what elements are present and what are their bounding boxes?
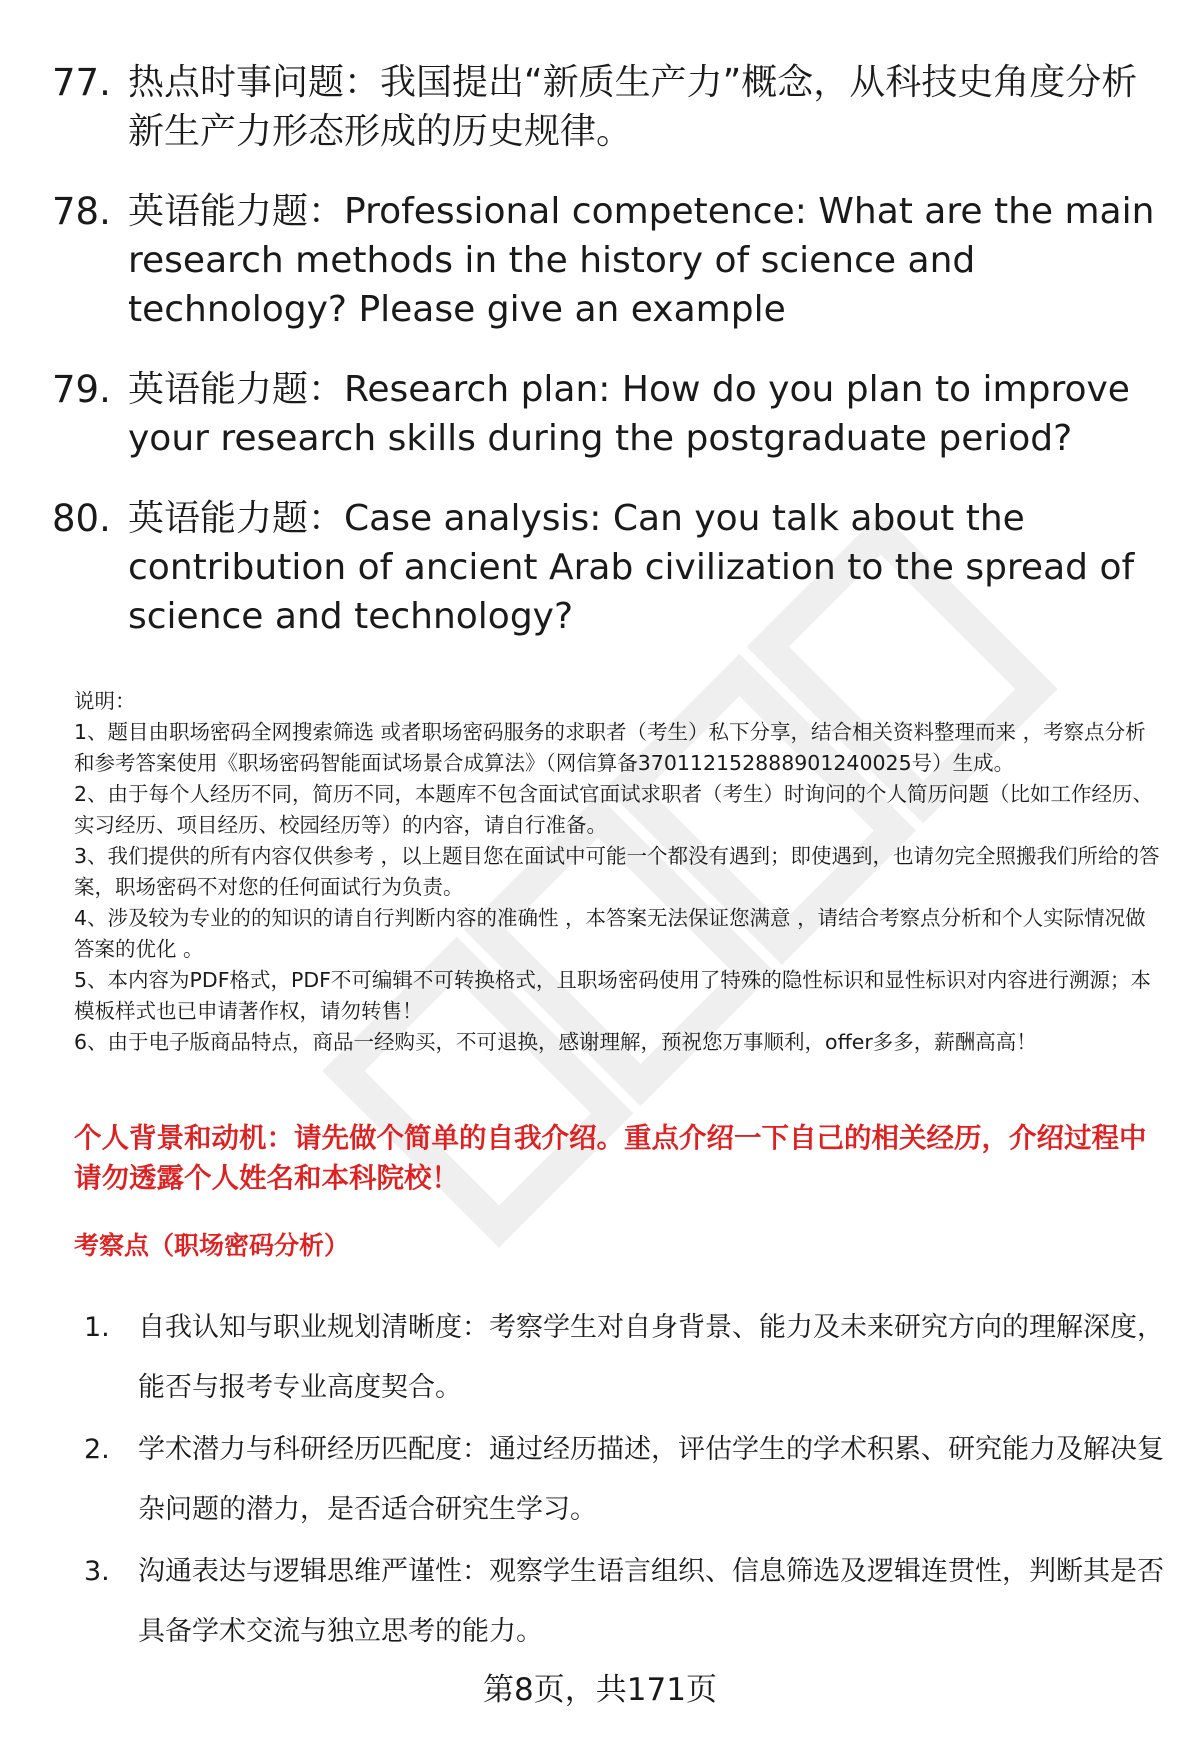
analysis-text: 沟通表达与逻辑思维严谨性：观察学生语言组织、信息筛选及逻辑连贯性，判断其是否具备学术交流与独立思考的能力。 xyxy=(138,1556,1164,1647)
question-number: 77. xyxy=(52,61,111,104)
notes-title: 说明： xyxy=(74,689,136,713)
question-number: 79. xyxy=(52,368,111,411)
note-item: 2、由于每个人经历不同，简历不同，本题库不包含面试官面试求职者（考生）时询问的个人简历问题（比如工作经历、实习经历、项目经历、校园经历等）的内容，请自行准备。 xyxy=(74,782,1154,837)
question-text: 英语能力题：Research plan: How do you plan to improve your research skills during the postgraduate period? xyxy=(128,369,1130,459)
analysis-item xyxy=(74,1542,1164,1662)
note-item: 4、涉及较为专业的的知识的请自行判断内容的准确性 ，本答案无法保证您满意 ，请结合考察点分析和个人实际情况做答案的优化 。 xyxy=(74,906,1146,961)
analysis-number: 3. xyxy=(84,1556,110,1587)
question-text: 英语能力题：Professional competence: What are the main research methods in the history of science and technology? Please give an example xyxy=(128,191,1155,330)
analysis-heading: 考察点（职场密码分析） xyxy=(74,1231,350,1260)
question-number: 78. xyxy=(52,190,111,233)
question-text: 英语能力题：Case analysis: Can you talk about the contribution of ancient Arab civilization to the spread of science and technology? xyxy=(128,498,1135,637)
question-list xyxy=(52,58,1162,672)
analysis-text: 自我认知与职业规划清晰度：考察学生对自身背景、能力及未来研究方向的理解深度，能否与报考专业高度契合。 xyxy=(138,1312,1164,1403)
page-footer: 第8页，共171页 xyxy=(483,1672,717,1708)
question-number: 80. xyxy=(52,497,111,540)
analysis-text: 学术潜力与科研经历匹配度：通过经历描述，评估学生的学术积累、研究能力及解决复杂问题的潜力，是否适合研究生学习。 xyxy=(138,1434,1164,1525)
analysis-number: 2. xyxy=(84,1434,110,1465)
question-item xyxy=(52,365,1162,463)
question-item xyxy=(52,494,1162,641)
analysis-item xyxy=(74,1298,1164,1418)
question-item xyxy=(52,187,1162,334)
note-item: 6、由于电子版商品特点，商品一经购买，不可退换，感谢理解，预祝您万事顺利，offer多多，薪酬高高！ xyxy=(74,1030,1037,1054)
analysis-item xyxy=(74,1420,1164,1540)
note-item: 1、题目由职场密码全网搜索筛选 或者职场密码服务的求职者（考生）私下分享，结合相关资料整理而来 ，考察点分析和参考答案使用《职场密码智能面试场景合成算法》（网信算备370112152888901240025号）生成。 xyxy=(74,720,1146,775)
question-item xyxy=(52,58,1162,156)
question-text: 热点时事问题：我国提出“新质生产力”概念，从科技史角度分析新生产力形态形成的历史规律。 xyxy=(128,62,1138,152)
note-item: 5、本内容为PDF格式，PDF不可编辑不可转换格式，且职场密码使用了特殊的隐性标识和显性标识对内容进行溯源；本模板样式也已申请著作权，请勿转售！ xyxy=(74,968,1151,1023)
analysis-list xyxy=(74,1298,1164,1664)
analysis-number: 1. xyxy=(84,1312,110,1343)
notes-block xyxy=(74,686,1164,1058)
note-item: 3、我们提供的所有内容仅供参考 ，以上题目您在面试中可能一个都没有遇到；即使遇到，也请勿完全照搬我们所给的答案，职场密码不对您的任何面试行为负责。 xyxy=(74,844,1160,899)
interview-question-heading: 个人背景和动机：请先做个简单的自我介绍。重点介绍一下自己的相关经历，介绍过程中请勿透露个人姓名和本科院校！ xyxy=(74,1122,1147,1194)
